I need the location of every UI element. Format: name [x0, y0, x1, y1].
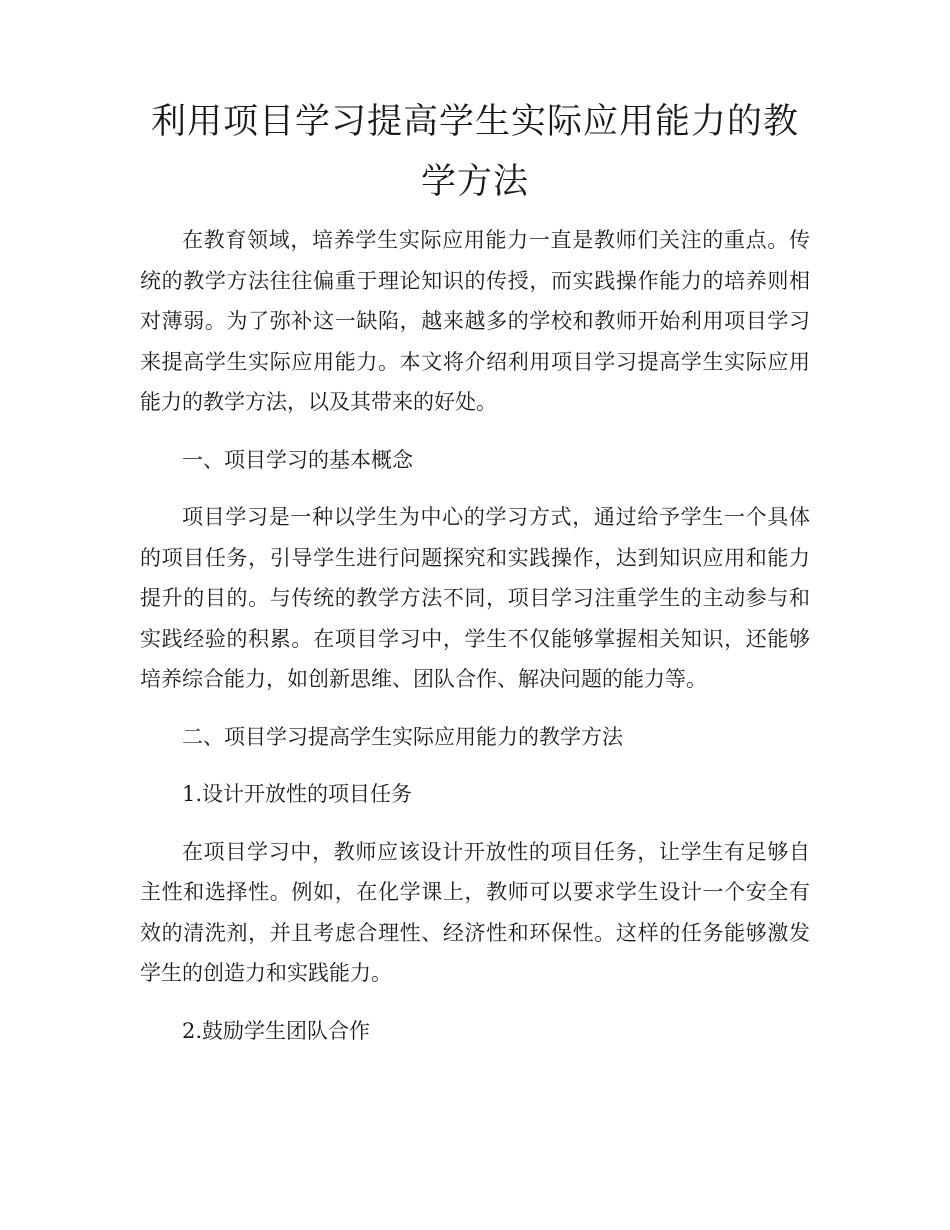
intro-paragraph: 在教育领域，培养学生实际应用能力一直是教师们关注的重点。传统的教学方法往往偏重于理论知识的传授，而实践操作能力的培养则相对薄弱。为了弥补这一缺陷，越来越多的学校和教师开始利用项目学习来提高学生实际应用能力。本文将介绍利用项目学习提高学生实际应用能力的教学方法，以及其带来的好处。: [140, 228, 810, 414]
section-heading-2: 二、项目学习提高学生实际应用能力的教学方法: [182, 724, 623, 749]
subsection-1-paragraph: 在项目学习中，教师应该设计开放性的项目任务，让学生有足够自主性和选择性。例如，在化学课上，教师可以要求学生设计一个安全有效的清洗剂，并且考虑合理性、经济性和环保性。这样的任务能够激发学生的创造力和实践能力。: [140, 839, 810, 985]
document-body: [140, 220, 810, 1068]
document-title: 利用项目学习提高学生实际应用能力的教学方法: [150, 102, 799, 202]
subheading-1: 1.设计开放性的项目任务: [182, 782, 413, 806]
section-heading-1: 一、项目学习的基本概念: [182, 447, 413, 472]
subheading-2: 2.鼓励学生团队合作: [182, 1018, 371, 1043]
section-1-paragraph: 项目学习是一种以学生为中心的学习方式，通过给予学生一个具体的项目任务，引导学生进行问题探究和实践操作，达到知识应用和能力提升的目的。与传统的教学方法不同，项目学习注重学生的主动参与和实践经验的积累。在项目学习中，学生不仅能够掌握相关知识，还能够培养综合能力，如创新思维、团队合作、解决问题的能力等。: [140, 505, 810, 691]
